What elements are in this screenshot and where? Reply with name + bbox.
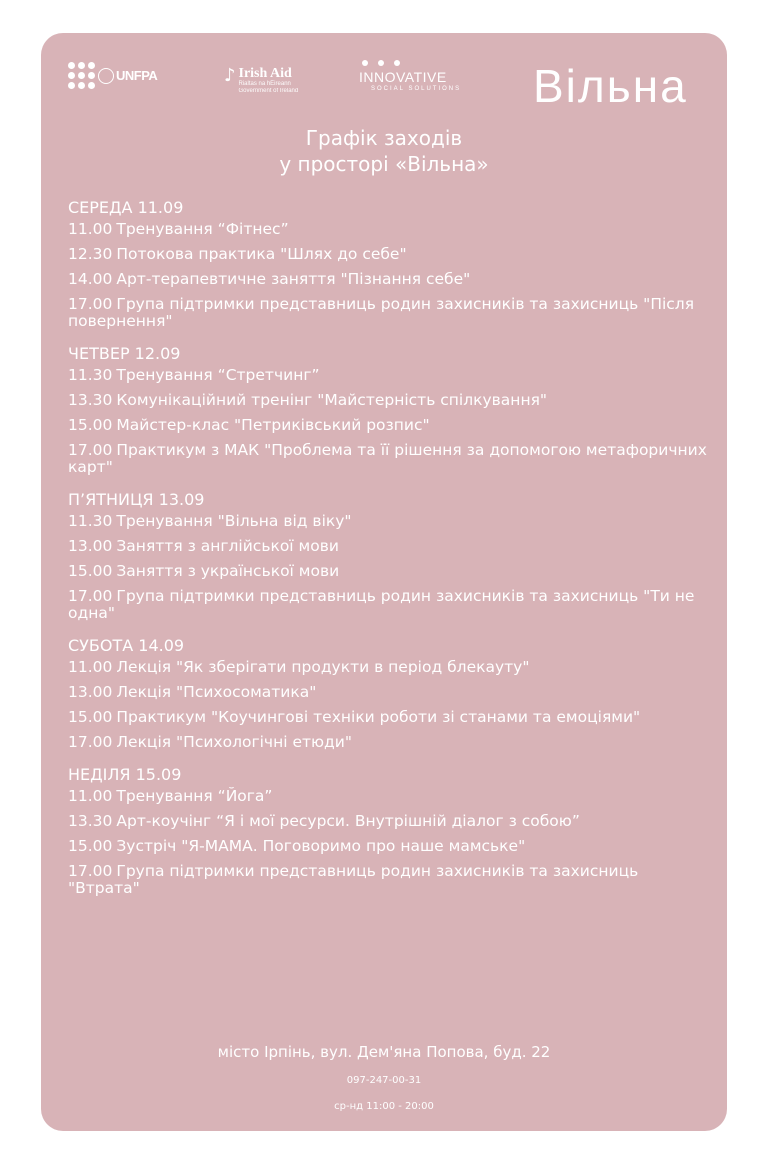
innovative-dots-icon <box>362 60 461 66</box>
event-time: 11.00 <box>68 220 113 238</box>
event-time: 14.00 <box>68 270 113 288</box>
event-title: Майстер-клас "Петриківський розпис" <box>116 416 430 434</box>
un-emblem-icon <box>98 68 114 84</box>
event-title: Група підтримки представниць родин захисників та захисниць "Після повернення" <box>68 295 695 330</box>
event-time: 13.00 <box>68 683 113 701</box>
innovative-sub: SOCIAL SOLUTIONS <box>371 86 462 92</box>
event-item <box>68 392 708 409</box>
event-time: 17.00 <box>68 441 113 459</box>
event-item <box>68 367 708 384</box>
day-block <box>68 344 708 476</box>
page-title <box>41 125 727 177</box>
event-time: 15.00 <box>68 562 113 580</box>
event-time: 11.00 <box>68 658 113 676</box>
title-line-2: у просторі «Вільна» <box>279 152 489 176</box>
event-item <box>68 417 708 434</box>
event-title: Заняття з англійської мови <box>116 537 339 555</box>
event-time: 17.00 <box>68 587 113 605</box>
event-time: 11.00 <box>68 787 113 805</box>
event-title: Арт-терапевтичне заняття "Пізнання себе" <box>116 270 471 288</box>
event-title: Зустріч "Я-МАМА. Поговоримо про наше мамське" <box>116 837 526 855</box>
event-item <box>68 563 708 580</box>
event-time: 17.00 <box>68 862 113 880</box>
schedule-list <box>68 198 708 911</box>
event-item <box>68 538 708 555</box>
schedule-card <box>41 33 727 1131</box>
event-item <box>68 513 708 530</box>
day-heading: НЕДІЛЯ 15.09 <box>68 765 182 784</box>
event-title: Практикум з МАК "Проблема та її рішення за допомогою метафоричних карт" <box>68 441 707 476</box>
day-block <box>68 765 708 897</box>
event-item <box>68 246 708 263</box>
day-block <box>68 636 708 751</box>
event-time: 13.30 <box>68 391 113 409</box>
event-title: Група підтримки представниць родин захисників та захисниць "Ти не одна" <box>68 587 695 622</box>
event-time: 11.30 <box>68 366 113 384</box>
irish-aid-name: Irish Aid <box>238 66 292 81</box>
event-item <box>68 588 708 622</box>
unfpa-text: UNFPA <box>116 68 158 83</box>
event-title: Тренування “Йога” <box>116 787 273 805</box>
opening-hours: ср-нд 11:00 - 20:00 <box>334 1101 434 1112</box>
harp-icon: ♪ <box>224 65 236 86</box>
event-title: Потокова практика "Шлях до себе" <box>116 245 407 263</box>
event-title: Заняття з української мови <box>116 562 340 580</box>
dots-icon <box>68 62 95 89</box>
day-heading: П’ЯТНИЦЯ 13.09 <box>68 490 205 509</box>
phone-number: 097-247-00-31 <box>346 1075 422 1086</box>
event-title: Практикум "Коучингові техніки роботи зі станами та емоціями" <box>116 708 641 726</box>
event-time: 17.00 <box>68 733 113 751</box>
logo-bar <box>41 33 727 128</box>
brand-logo: Вільна <box>533 60 688 112</box>
event-item <box>68 709 708 726</box>
event-title: Тренування “Стретчинг” <box>116 366 320 384</box>
innovative-name: INNOVATIVE <box>359 69 447 85</box>
event-title: Тренування “Фітнес” <box>116 220 289 238</box>
footer <box>41 1043 727 1113</box>
innovative-logo <box>359 60 461 93</box>
irish-aid-logo <box>224 67 298 95</box>
title-line-1: Графік заходів <box>305 126 463 150</box>
event-item <box>68 788 708 805</box>
event-title: Комунікаційний тренінг "Майстерність спілкування" <box>116 391 548 409</box>
event-time: 17.00 <box>68 295 113 313</box>
event-title: Арт-коучінг “Я і мої ресурси. Внутрішній діалог з собою” <box>116 812 580 830</box>
event-item <box>68 659 708 676</box>
day-block <box>68 198 708 330</box>
event-item <box>68 684 708 701</box>
event-title: Лекція "Як зберігати продукти в період блекауту" <box>116 658 530 676</box>
event-time: 15.00 <box>68 837 113 855</box>
day-heading: ЧЕТВЕР 12.09 <box>68 344 181 363</box>
event-time: 12.30 <box>68 245 113 263</box>
day-heading: СУБОТА 14.09 <box>68 636 185 655</box>
event-title: Тренування "Вільна від віку" <box>116 512 352 530</box>
event-item <box>68 813 708 830</box>
event-title: Лекція "Психологічні етюди" <box>116 733 352 751</box>
event-item <box>68 296 708 330</box>
event-item <box>68 838 708 855</box>
event-title: Група підтримки представниць родин захисників та захисниць "Втрата" <box>68 862 639 897</box>
irish-aid-sub1: Rialtas na hÉireann <box>238 81 291 87</box>
event-item <box>68 442 708 476</box>
event-item <box>68 221 708 238</box>
event-time: 15.00 <box>68 416 113 434</box>
event-title: Лекція "Психосоматика" <box>116 683 317 701</box>
unfpa-logo <box>68 62 157 89</box>
event-time: 13.30 <box>68 812 113 830</box>
event-time: 13.00 <box>68 537 113 555</box>
event-time: 11.30 <box>68 512 113 530</box>
irish-aid-sub2: Government of Ireland <box>238 88 299 94</box>
event-time: 15.00 <box>68 708 113 726</box>
day-heading: СЕРЕДА 11.09 <box>68 198 184 217</box>
event-item <box>68 271 708 288</box>
event-item <box>68 863 708 897</box>
day-block <box>68 490 708 622</box>
address: місто Ірпінь, вул. Дем'яна Попова, буд. 22 <box>217 1043 551 1061</box>
event-item <box>68 734 708 751</box>
